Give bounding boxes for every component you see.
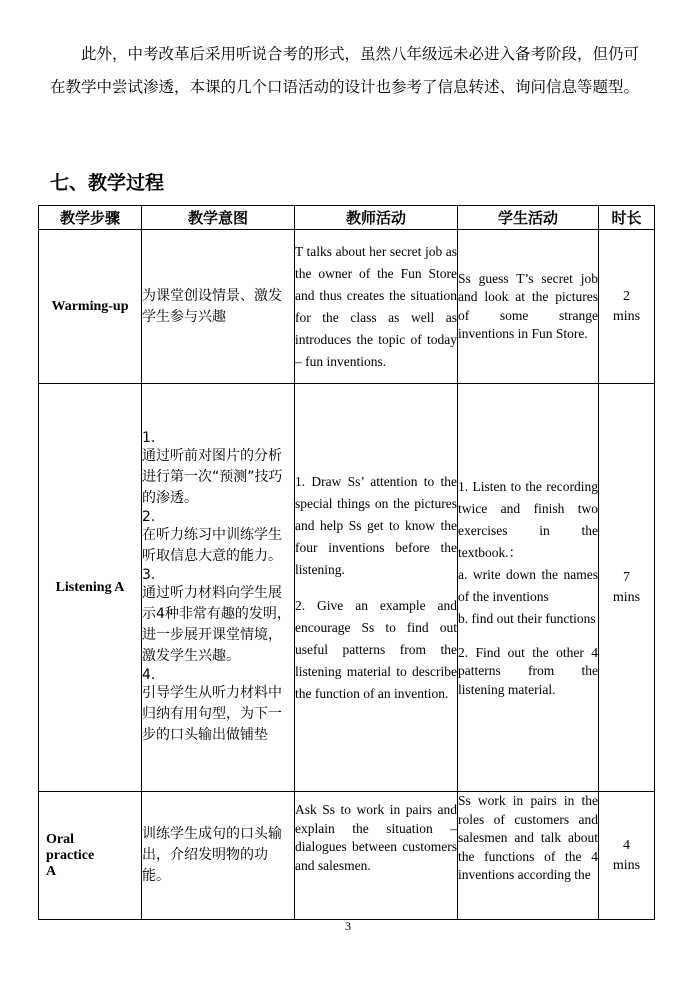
intent-text: 训练学生成句的口头输出，介绍发明物的功能。	[142, 826, 282, 884]
teaching-process-table	[38, 205, 655, 920]
student-cell	[458, 384, 599, 792]
intent-item: 4.	[142, 666, 156, 683]
intent-item: 在听力练习中训练学生听取信息大意的能力。	[142, 526, 282, 564]
intent-cell	[142, 792, 295, 920]
table-row	[39, 384, 655, 792]
intent-cell	[142, 230, 295, 384]
student-text: Ss work in pairs in the roles of customers and salesmen and talk about the functions of the 4 inventions according the	[458, 793, 598, 882]
header-step: 教学步骤	[39, 206, 142, 230]
time-cell	[599, 792, 655, 920]
section-title: 七、教学过程	[50, 172, 165, 194]
intent-item: 1.	[142, 429, 156, 446]
teacher-cell	[295, 792, 458, 920]
header-intent: 教学意图	[142, 206, 295, 230]
intro-paragraph	[50, 38, 650, 104]
intent-cell	[142, 384, 295, 792]
intent-text: 为课堂创设情景、激发学生参与兴趣	[142, 287, 282, 325]
intent-item: 3.	[142, 566, 156, 583]
student-text: b. find out their functions	[458, 610, 596, 626]
time-cell	[599, 384, 655, 792]
table-row	[39, 792, 655, 920]
teacher-text: 2. Give an example and encourage Ss to find out useful patterns from the listening material to describe the function of an invention.	[295, 597, 457, 701]
step-cell: Oral practice A	[39, 792, 142, 920]
intent-item: 2.	[142, 508, 156, 525]
intent-item: 通过听力材料向学生展示4种非常有趣的发明，进一步展开课堂情境，激发学生兴趣。	[142, 584, 291, 664]
header-time: 时长	[599, 206, 655, 230]
intro-text: 此外，中考改革后采用听说合考的形式，虽然八年级远未必进入备考阶段，但仍可在教学中尝试渗透，本课的几个口语活动的设计也参考了信息转述、询问信息等题型。	[50, 45, 640, 96]
intent-item: 引导学生从听力材料中归纳有用句型，为下一步的口头输出做铺垫	[142, 684, 282, 743]
teacher-cell	[295, 230, 458, 384]
student-text: 1. Listen to the recording twice and finish two exercises in the textbook.：	[458, 478, 598, 560]
teacher-text: T talks about her secret job as the owner of the Fun Store and thus creates the situation for the class as well as introduces the topic of today – fun inventions.	[295, 243, 457, 369]
student-text: 2. Find out the other 4 patterns from the listening material.	[458, 644, 598, 697]
page-number: 3	[345, 919, 351, 933]
student-text: Ss guess T’s secret job and look at the pictures of some strange inventions in Fun Store.	[458, 270, 598, 341]
header-teacher: 教师活动	[295, 206, 458, 230]
student-cell	[458, 230, 599, 384]
step-cell: Warming-up	[39, 230, 142, 384]
step-cell: Listening A	[39, 384, 142, 792]
teacher-text: Ask Ss to work in pairs and explain the situation – dialogues between customers and salesmen.	[295, 802, 457, 873]
student-text: a. write down the names of the inventions	[458, 566, 598, 604]
table-header-row	[39, 206, 655, 230]
teacher-cell	[295, 384, 458, 792]
time-cell	[599, 230, 655, 384]
intent-item: 通过听前对图片的分析进行第一次“预测”技巧的渗透。	[142, 447, 283, 506]
time-text: 7 mins	[612, 569, 641, 605]
time-text: 2 mins	[612, 288, 641, 324]
header-student: 学生活动	[458, 206, 599, 230]
teacher-text: 1. Draw Ss’ attention to the special things on the pictures and help Ss get to know the four inventions before the listening.	[295, 473, 457, 577]
student-cell	[458, 792, 599, 920]
time-text: 4 mins	[612, 837, 641, 873]
table-row	[39, 230, 655, 384]
